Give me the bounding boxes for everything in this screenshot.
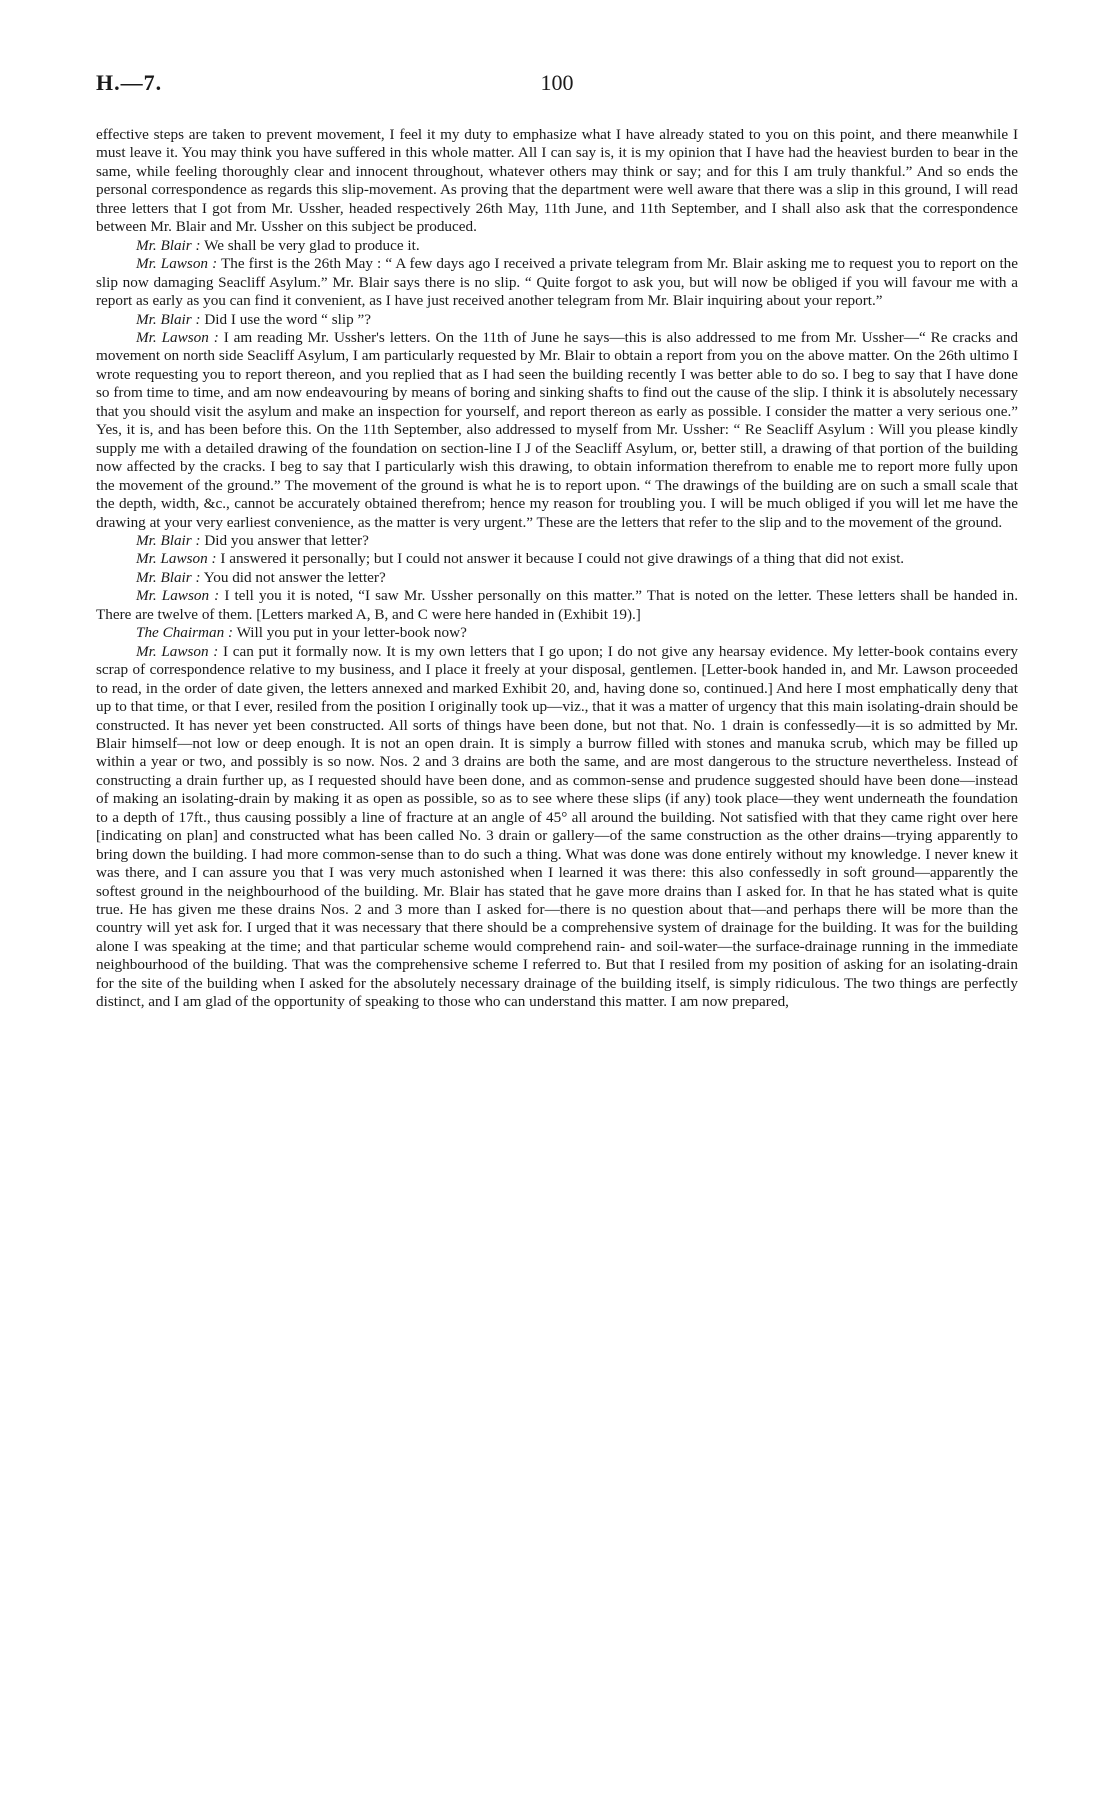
speaker-label: Mr. Blair : [136,568,201,586]
speaker-label: Mr. Lawson : [136,255,218,273]
paragraph [96,329,1018,532]
paragraph-text: I am reading Mr. Ussher's letters. On the 11th of June he says—this is also addressed to me from Mr. Ussher—“ Re cracks and movement on north side Seacliff Asylum, I am particularly requested by Mr. Blair to obtain a report from you on the above matter. On the 26th ultimo I wrote requesting you to report thereon, and you replied that as I had seen the building recently I was better able to do so. I beg to say that I have done so from time to time, and am now endeavouring by means of boring and sinking shafts to find out the cause of the slip. I think it is absolutely necessary that you should visit the asylum and make an inspection for yourself, and report thereon as early as possible. I consider the matter a very serious one.” Yes, it is, and has been before this. On the 11th September, also addressed to myself from Mr. Ussher: “ Re Seacliff Asylum : Will you please kindly supply me with a detailed drawing of the foundation on section-line I J of the Seacliff Asylum, or, better still, a drawing of that portion of the building now affected by the cracks. I beg to say that I particularly wish this drawing, to obtain information therefrom to enable me to report more fully upon the movement of the ground.” The movement of the ground is what he is to report upon. “ The drawings of the building are on such a small scale that the depth, width, &c., cannot be accurately obtained therefrom; hence my reason for troubling you. I will be much obliged if you will let me have the drawing at your very earliest convenience, as the matter is very urgent.” These are the letters that refer to the slip and to the movement of the ground. [96,328,1019,531]
paragraph-text: You did not answer the letter? [203,568,386,586]
paragraph-text: Did I use the word “ slip ”? [204,310,371,328]
speaker-label: Mr. Lawson : [136,642,219,660]
paragraph [96,532,1018,550]
speaker-label: Mr. Blair : [136,236,201,254]
speaker-label: Mr. Lawson : [136,328,219,346]
paragraph [96,624,1018,642]
paragraph [96,643,1018,1012]
page-header [96,70,1018,110]
paragraph-text: The first is the 26th May : “ A few days ago I received a private telegram from Mr. Blair asking me to request you to report on the slip now damaging Seacliff Asylum.” Mr. Blair says there is no slip. “ Quite forgot to ask you, but will now be obliged if you will favour me with a report as early as you can find it convenient, as I have just received another telegram from Mr. Blair inquiring about your report.” [96,255,1019,310]
paragraph [96,126,1018,237]
paragraph [96,587,1018,624]
page-body [96,126,1018,1012]
speaker-label: Mr. Blair : [136,310,201,328]
speaker-label: Mr. Blair : [136,531,201,549]
paragraph [96,550,1018,568]
paragraph-text: I tell you it is noted, “I saw Mr. Ussher personally on this matter.” That is noted on the letter. These letters shall be handed in. There are twelve of them. [Letters marked A, B, and C were here handed in (Exhibit 19).] [96,587,1019,623]
paragraph-text: We shall be very glad to produce it. [204,236,420,254]
page-number: 100 [540,70,574,95]
paragraph-text: I answered it personally; but I could not answer it because I could not give drawings of a thing that did not exist. [220,550,905,568]
paragraph [96,569,1018,587]
document-code: H.—7. [96,70,163,95]
speaker-label: Mr. Lawson : [136,550,217,568]
paragraph [96,311,1018,329]
paragraph [96,237,1018,255]
speaker-label: The Chairman : [136,624,234,642]
paragraph-text: Did you answer that letter? [204,531,369,549]
paragraph-text: Will you put in your letter-book now? [236,624,467,642]
speaker-label: Mr. Lawson : [136,587,220,605]
paragraph-text: I can put it formally now. It is my own letters that I go upon; I do not give any hearsay evidence. My letter-book contains every scrap of correspondence relative to my business, and I place it freely at your disposal, gentlemen. [Letter-book handed in, and Mr. Lawson proceeded to read, in the order of date given, the letters annexed and marked Exhibit 20, and, having done so, continued.] And here I most emphatically deny that up to that time, or that I ever, resiled from the position I originally took up—viz., that it was a matter of urgency that this main isolating-drain should be constructed. It has never yet been constructed. All sorts of things have been done, but not that. No. 1 drain is confessedly—it is so admitted by Mr. Blair himself—not low or deep enough. It is not an open drain. It is simply a burrow filled with stones and manuka scrub, which may be filled up within a year or two, and possibly is so now. Nos. 2 and 3 drains are both the same, and are most dangerous to the structure nevertheless. Instead of constructing a drain further up, as I requested should have been done, and as common-sense and prudence suggested should have been done—instead of making an isolating-drain by making it as open as possible, so as to see where these slips (if any) took place—they went underneath the foundation to a depth of 17ft., thus causing possibly a line of fracture at an angle of 45° all around the building. Not satisfied with that they came right over here [indicating on plan] and constructed what has been called No. 3 drain or gallery—of the same construction as the other drains—trying apparently to bring down the building. I had more common-sense than to do such a thing. What was done was done entirely without my knowledge. I never knew it was there, and I can assure you that I was very much astonished when I learned it was there: this also confessedly in soft ground—apparently the softest ground in the neighbourhood of the building. Mr. Blair has stated that he gave more drains than I asked for. In that he has stated what is quite true. He has given me these drains Nos. 2 and 3 more than I asked for—there is no question about that—and perhaps there will be more than the country will yet ask for. I urged that it was necessary that there should be a comprehensive system of drainage for the building. It was for the building alone I was speaking at the time; and that particular scheme would comprehend rain- and soil-water—the surface-drainage running in the immediate neighbourhood of the building. That was the comprehensive scheme I referred to. But that I resiled from my position of asking for an isolating-drain for the site of the building when I asked for the absolutely necessary drainage of the building itself, is simply ridiculous. The two things are perfectly distinct, and I am glad of the opportunity of speaking to those who can understand this matter. I am now prepared, [96,642,1019,1011]
paragraph [96,255,1018,310]
paragraph-text: effective steps are taken to prevent movement, I feel it my duty to emphasize what I have already stated to you on this point, and there meanwhile I must leave it. You may think you have suffered in this whole matter. All I can say is, it is my opinion that I have had the heaviest burden to bear in the same, while feeling thoroughly clear and innocent throughout, whatever others may think or say; and for this I am truly thankful.” And so ends the personal correspondence as regards this slip-movement. As proving that the department were well aware that there was a slip in this ground, I will read three letters that I got from Mr. Ussher, headed respectively 26th May, 11th June, and 11th September, and I shall also ask that the correspondence between Mr. Blair and Mr. Ussher on this subject be produced. [96,126,1018,236]
